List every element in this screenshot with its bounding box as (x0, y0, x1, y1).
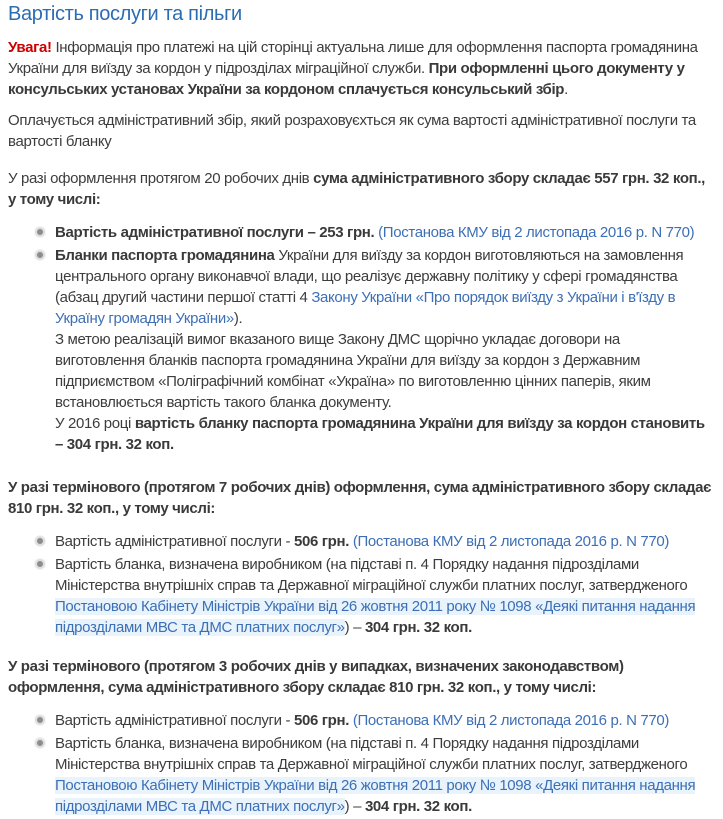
bullet-icon (35, 738, 45, 748)
admin-service-cost-text: Вартість адміністративної послуги – 253 грн. (55, 224, 375, 241)
list-item-admin-service-cost (55, 710, 713, 731)
kmu-resolution-770-link[interactable]: (Постанова КМУ від 2 листопада 2016 р. N 770) (378, 224, 695, 241)
kmu-resolution-1098-link[interactable]: Постановою Кабінету Міністрів України від 26 жовтня 2011 року № 1098 «Деякі питання надання підрозділами МВС та ДМС платних послуг» (55, 598, 696, 636)
intro-text: Інформація про платежі на цій сторінці актуальна лише для оформлення паспорта громадянина України для виїзду за кордон у підрозділах міграційної служби. (8, 39, 698, 77)
intro-tail: . (564, 81, 568, 98)
bullet-icon (35, 227, 45, 237)
bullet-icon (35, 715, 45, 725)
blank-cost-2016-bold: вартість бланку паспорта громадянина України для виїзду за кордон становить – 304 грн. 32 коп. (55, 415, 705, 453)
law-exit-entry-link[interactable]: Закону України «Про порядок виїзду з України і в'їзду в Україну громадян України» (55, 289, 676, 327)
section-7-days-heading-bold: У разі термінового (протягом 7 робочих днів) оформлення, сума адміністративного збору складає 810 грн. 32 коп., у тому числі: (8, 479, 712, 517)
section-3-days-heading (8, 656, 713, 698)
fee-note: Оплачується адміністративний збір, який розраховуєхться як сума вартості адміністративної послуги та вартості бланку (8, 112, 696, 150)
page-title: Вартість послуги та пільги (8, 3, 242, 25)
intro-bold-text: При оформленні цього документу у консульських установах України за кордоном сплачується консульський збір (8, 60, 685, 98)
blank-cost-2016-regular: У 2016 році (55, 415, 135, 432)
list-item-blank-cost (55, 733, 713, 817)
content-area (8, 3, 713, 817)
intro-paragraph (8, 37, 713, 100)
blank-cost-text: Вартість бланка, визначена виробником (на підставі п. 4 Порядку надання підрозділами Міністерства внутрішніх справ та Державної міграційної служби платних послуг, затвердженого (55, 735, 688, 773)
section-20-days-heading-bold: сума адміністративного збору складає 557 грн. 32 коп., у тому числі: (8, 170, 705, 208)
passport-blanks-line2: З метою реалізацій вимог вказаного вище Закону ДМС щорічно укладає договори на виготовлення бланків паспорта громадянина України для виїзду за кордон з Державним підприємством «Поліграфічний комбінат «Україна» по виготовленню цінних паперів, яким встановлюється вартість такого бланка документу. (55, 331, 651, 411)
bullet-icon (35, 536, 45, 546)
section-20-days-heading (8, 168, 713, 210)
section-20-days-list (8, 222, 713, 455)
section-7-days-heading (8, 477, 713, 519)
list-item-admin-service-cost (55, 531, 713, 552)
blank-cost-amount: 304 грн. 32 коп. (364, 798, 472, 815)
blank-cost-amount: 304 грн. 32 коп. (364, 619, 472, 636)
kmu-resolution-770-link[interactable]: (Постанова КМУ від 2 листопада 2016 р. N 770) (352, 533, 670, 550)
attention-label: Увага! (8, 39, 52, 56)
kmu-resolution-770-link[interactable]: (Постанова КМУ від 2 листопада 2016 р. N 770) (352, 712, 670, 729)
bullet-icon (35, 559, 45, 569)
admin-service-cost-text: Вартість адміністративної послуги - (55, 712, 294, 729)
blank-cost-text: Вартість бланка, визначена виробником (на підставі п. 4 Порядку надання підрозділами Міністерства внутрішніх справ та Державної міграційної служби платних послуг, затвердженого (55, 556, 688, 594)
blank-cost-text-after-link: ) – (344, 798, 365, 815)
section-7-days-list (8, 531, 713, 638)
admin-service-cost-text: Вартість адміністративної послуги - (55, 533, 294, 550)
list-item-blank-cost (55, 554, 713, 638)
kmu-resolution-1098-link[interactable]: Постановою Кабінету Міністрів України від 26 жовтня 2011 року № 1098 «Деякі питання надання підрозділами МВС та ДМС платних послуг» (55, 777, 696, 815)
section-20-days-heading-regular: У разі оформлення протягом 20 робочих днів (8, 170, 314, 187)
admin-service-cost-amount: 506 грн. (293, 533, 350, 550)
admin-service-cost-amount: 506 грн. (293, 712, 350, 729)
list-item-passport-blanks (55, 245, 713, 455)
section-3-days-heading-bold: У разі термінового (протягом 3 робочих днів у випадках, визначених законодавством) оформлення, сума адміністративного збору складає 810 грн. 32 коп., у тому числі: (8, 658, 624, 696)
passport-blanks-text: України для виїзду за кордон виготовляються на замовлення центрального органу виконавчої влади, що реалізує державну політику у сфері громадянства (абзац другий частини першої статті 4 (55, 247, 684, 306)
bullet-icon (35, 250, 45, 260)
blank-cost-text-after-link: ) – (344, 619, 365, 636)
list-item-admin-service-cost (55, 222, 713, 243)
passport-blanks-text-after-link: ). (233, 310, 243, 327)
section-3-days-list (8, 710, 713, 817)
passport-blanks-lead: Бланки паспорта громадянина (55, 247, 275, 264)
